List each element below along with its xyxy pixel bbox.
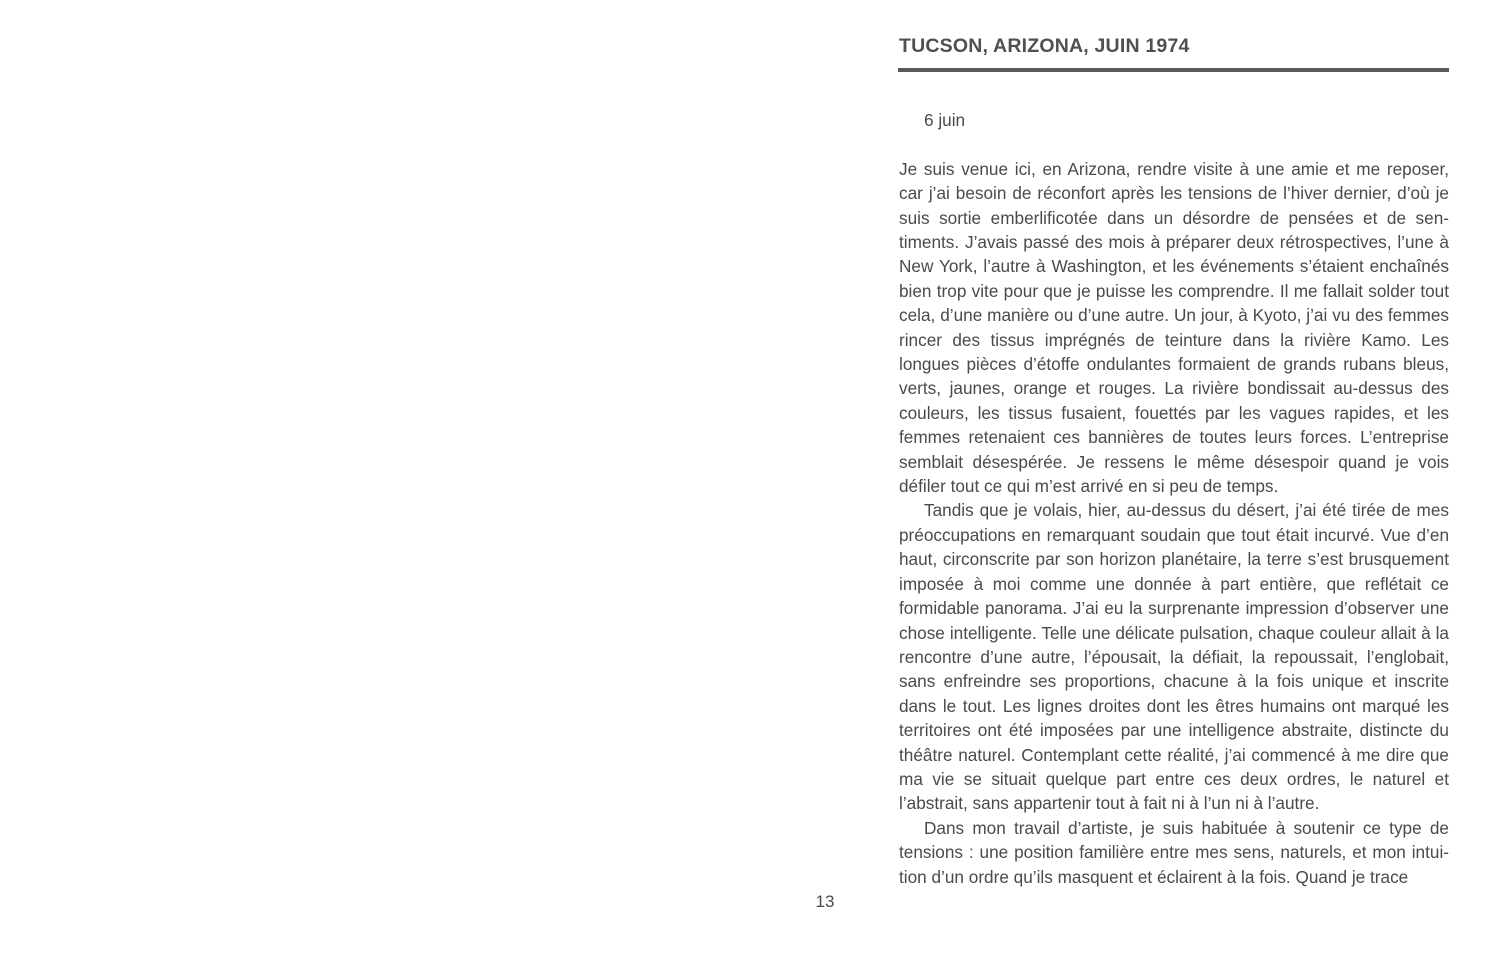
- paragraphs-container: [899, 157, 1449, 962]
- page-number: 13: [815, 892, 835, 911]
- paragraph: Je suis venue ici, en Arizona, rendre visite à une amie et me reposer, car j’ai besoin de réconfort après les tensions de l’hiver dernier, d’où je suis sortie emberlificotée dans un désordre de pensées et de sentiments. J’avais passé des mois à préparer deux rétrospectives, l’une à New York, l’autre à Washington, et les événements s’étaient enchaînés bien trop vite pour que je puisse les comprendre. Il me fallait solder tout cela, d’une manière ou d’une autre. Un jour, à Kyoto, j’ai vu des femmes rincer des tissus imprégnés de teinture dans la rivière Kamo. Les longues pièces d’étoffe ondulantes formaient de grands rubans bleus, verts, jaunes, orange et rouges. La rivière bondissait au-dessus des couleurs, les tissus fusaient, fouettés par les vagues rapides, et les femmes retenaient ces bannières de toutes leurs forces. L’entreprise semblait désespérée. Je ressens le même désespoir quand je vois défiler tout ce qui m’est arrivé en si peu de temps.: [899, 158, 1449, 497]
- paragraph: Dans mon travail d’artiste, je suis habituée à soutenir ce type de tensions : une position familière entre mes sens, naturels, et mon intuition d’un ordre qu’ils masquent et éclairent à la fois. Quand je trace: [899, 817, 1449, 887]
- chapter-title: TUCSON, ARIZONA, JUIN 1974: [899, 35, 1190, 57]
- entry-date: 6 juin: [924, 110, 966, 130]
- header-rule: [898, 68, 1449, 72]
- paragraph: Tandis que je volais, hier, au-dessus du désert, j’ai été tirée de mes préoccupations en remarquant soudain que tout était incurvé. Vue d’en haut, circonscrite par son horizon planétaire, la terre s’est brusquement imposée à moi comme une donnée à part entière, que reflétait ce formidable panorama. J’ai eu la surprenante impression d’observer une chose intelligente. Telle une délicate pulsation, chaque couleur allait à la rencontre d’une autre, l’épousait, la défiait, la repoussait, l’englobait, sans enfreindre ses proportions, chacune à la fois unique et inscrite dans le tout. Les lignes droites dont les êtres humains ont marqué les territoires ont été imposées par une intelligence abstraite, distincte du théâtre naturel. Contemplant cette réalité, j’ai commencé à me dire que ma vie se situait quelque part entre ces deux ordres, le naturel et l’abstrait, sans appartenir tout à fait ni à l’un ni à l’autre.: [899, 500, 1449, 814]
- body-text: [899, 108, 1449, 962]
- chapter-header: [899, 33, 1449, 59]
